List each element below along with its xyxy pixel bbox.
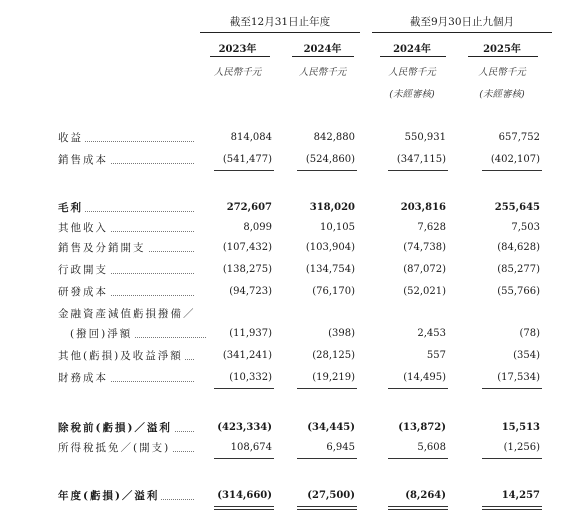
row-value: (524,860) (305, 154, 355, 165)
table-row (0, 152, 578, 168)
row-label (58, 370, 198, 386)
row-label (58, 420, 198, 436)
table-row (0, 348, 578, 364)
row-value: (138,275) (222, 264, 272, 275)
subtotal-rule (297, 388, 357, 389)
row-value: (78) (519, 328, 540, 339)
unit-header-3: 人民幣千元 (388, 67, 436, 78)
row-value: (52,021) (403, 286, 446, 297)
subtotal-rule (388, 170, 448, 171)
row-label (58, 488, 198, 504)
table-row (0, 220, 578, 236)
year-header-rule-4 (468, 56, 538, 57)
table-row (0, 306, 578, 322)
row-value: 272,607 (226, 202, 272, 213)
total-double-rule (214, 506, 274, 510)
row-value: (19,219) (312, 372, 355, 383)
table-row (0, 440, 578, 456)
row-label-text: 所得稅抵免／(開支) (58, 442, 171, 454)
row-value: (55,766) (497, 286, 540, 297)
row-value: 814,084 (230, 132, 272, 143)
row-label (58, 306, 198, 322)
row-value: (11,937) (229, 328, 272, 339)
row-label-text: 研發成本 (58, 286, 108, 298)
row-label (58, 348, 198, 364)
row-value: (134,754) (305, 264, 355, 275)
row-value: 8,099 (243, 222, 272, 233)
subtotal-rule (482, 458, 542, 459)
row-value: 5,608 (417, 442, 446, 453)
row-value: 842,880 (313, 132, 355, 143)
row-label (70, 326, 210, 342)
row-value: (8,264) (405, 490, 446, 501)
year-header-rule-1 (210, 56, 270, 57)
row-label-text: 銷售成本 (58, 154, 108, 166)
row-label (58, 262, 198, 278)
row-value: (541,477) (222, 154, 272, 165)
row-label (58, 240, 198, 256)
row-value: (17,534) (497, 372, 540, 383)
row-value: 14,257 (501, 490, 540, 501)
row-value: 2,453 (417, 328, 446, 339)
row-value: (10,332) (229, 372, 272, 383)
row-label (58, 200, 198, 216)
row-label-text: 銷售及分銷開支 (58, 242, 146, 254)
row-label (58, 220, 198, 236)
year-header-2: 2024年 (303, 44, 342, 55)
row-label (58, 440, 198, 456)
subtotal-rule (214, 170, 274, 171)
row-label-text: 財務成本 (58, 372, 108, 384)
row-value: (13,872) (398, 422, 446, 433)
row-value: 255,645 (494, 202, 540, 213)
unaudited-label-3: (未經審核) (389, 89, 435, 100)
row-label (58, 130, 198, 146)
row-value: (27,500) (307, 490, 355, 501)
row-value: (28,125) (312, 350, 355, 361)
table-row (0, 420, 578, 436)
row-value: 318,020 (309, 202, 355, 213)
year-header-3: 2024年 (393, 44, 431, 55)
subtotal-rule (388, 388, 448, 389)
total-double-rule (482, 506, 542, 510)
row-value: 557 (426, 350, 446, 361)
row-value: 657,752 (498, 132, 540, 143)
year-header-4: 2025年 (483, 44, 521, 55)
row-value: (94,723) (229, 286, 272, 297)
row-value: (423,334) (217, 422, 272, 433)
row-value: 7,503 (511, 222, 540, 233)
table-row (0, 284, 578, 300)
table-row (0, 130, 578, 146)
row-label-text: 行政開支 (58, 264, 108, 276)
unit-header-4: 人民幣千元 (478, 67, 526, 78)
row-label-text: 其他收入 (58, 222, 108, 234)
row-label (58, 284, 198, 300)
year-header-rule-3 (380, 56, 446, 57)
row-label (58, 152, 198, 168)
table-row (0, 200, 578, 216)
row-value: (341,241) (222, 350, 272, 361)
total-double-rule (388, 506, 448, 510)
subtotal-rule (482, 170, 542, 171)
row-value: 203,816 (400, 202, 446, 213)
table-row (0, 240, 578, 256)
row-label-text: 毛利 (58, 202, 83, 214)
group-header-full-year: 截至12月31日止年度 (229, 16, 331, 28)
row-value: (1,256) (503, 442, 540, 453)
subtotal-rule (297, 170, 357, 171)
row-value: (87,072) (403, 264, 446, 275)
table-row (0, 326, 578, 342)
row-value: (314,660) (217, 490, 272, 501)
row-value: (347,115) (396, 154, 446, 165)
row-value: 7,628 (417, 222, 446, 233)
year-header-rule-2 (292, 56, 354, 57)
unaudited-label-4: (未經審核) (479, 89, 525, 100)
unit-header-1: 人民幣千元 (213, 67, 262, 78)
row-value: (85,277) (497, 264, 540, 275)
row-value: 6,945 (326, 442, 355, 453)
row-label-text: 除稅前(虧損)／溢利 (58, 422, 172, 434)
row-label-text: (撥回)淨額 (70, 328, 133, 340)
row-value: (107,432) (222, 242, 272, 253)
subtotal-rule (388, 458, 448, 459)
row-value: (354) (513, 350, 540, 361)
table-row (0, 370, 578, 386)
subtotal-rule (297, 458, 357, 459)
row-value: (402,107) (490, 154, 540, 165)
year-header-1: 2023年 (218, 44, 257, 55)
row-label-text: 年度(虧損)／溢利 (58, 490, 160, 502)
subtotal-rule (214, 458, 274, 459)
table-row (0, 488, 578, 504)
row-value: 108,674 (230, 442, 272, 453)
row-value: 550,931 (404, 132, 446, 143)
row-value: (398) (328, 328, 355, 339)
row-label-text: 收益 (58, 132, 83, 144)
table-row (0, 262, 578, 278)
row-value: (74,738) (403, 242, 446, 253)
row-value: (76,170) (312, 286, 355, 297)
row-value: (84,628) (497, 242, 540, 253)
row-label-text: 金融資產減值虧損撥備／ (58, 308, 196, 320)
unit-header-2: 人民幣千元 (298, 67, 347, 78)
row-value: (103,904) (305, 242, 355, 253)
group-header-full-year-rule (200, 32, 360, 33)
subtotal-rule (482, 388, 542, 389)
group-header-nine-months-rule (372, 32, 552, 33)
row-value: 15,513 (501, 422, 540, 433)
group-header-nine-months: 截至9月30日止九個月 (409, 16, 515, 28)
subtotal-rule (214, 388, 274, 389)
total-double-rule (297, 506, 357, 510)
row-value: (14,495) (403, 372, 446, 383)
row-value: 10,105 (320, 222, 355, 233)
row-value: (34,445) (307, 422, 355, 433)
row-label-text: 其他(虧損)及收益淨額 (58, 350, 183, 362)
